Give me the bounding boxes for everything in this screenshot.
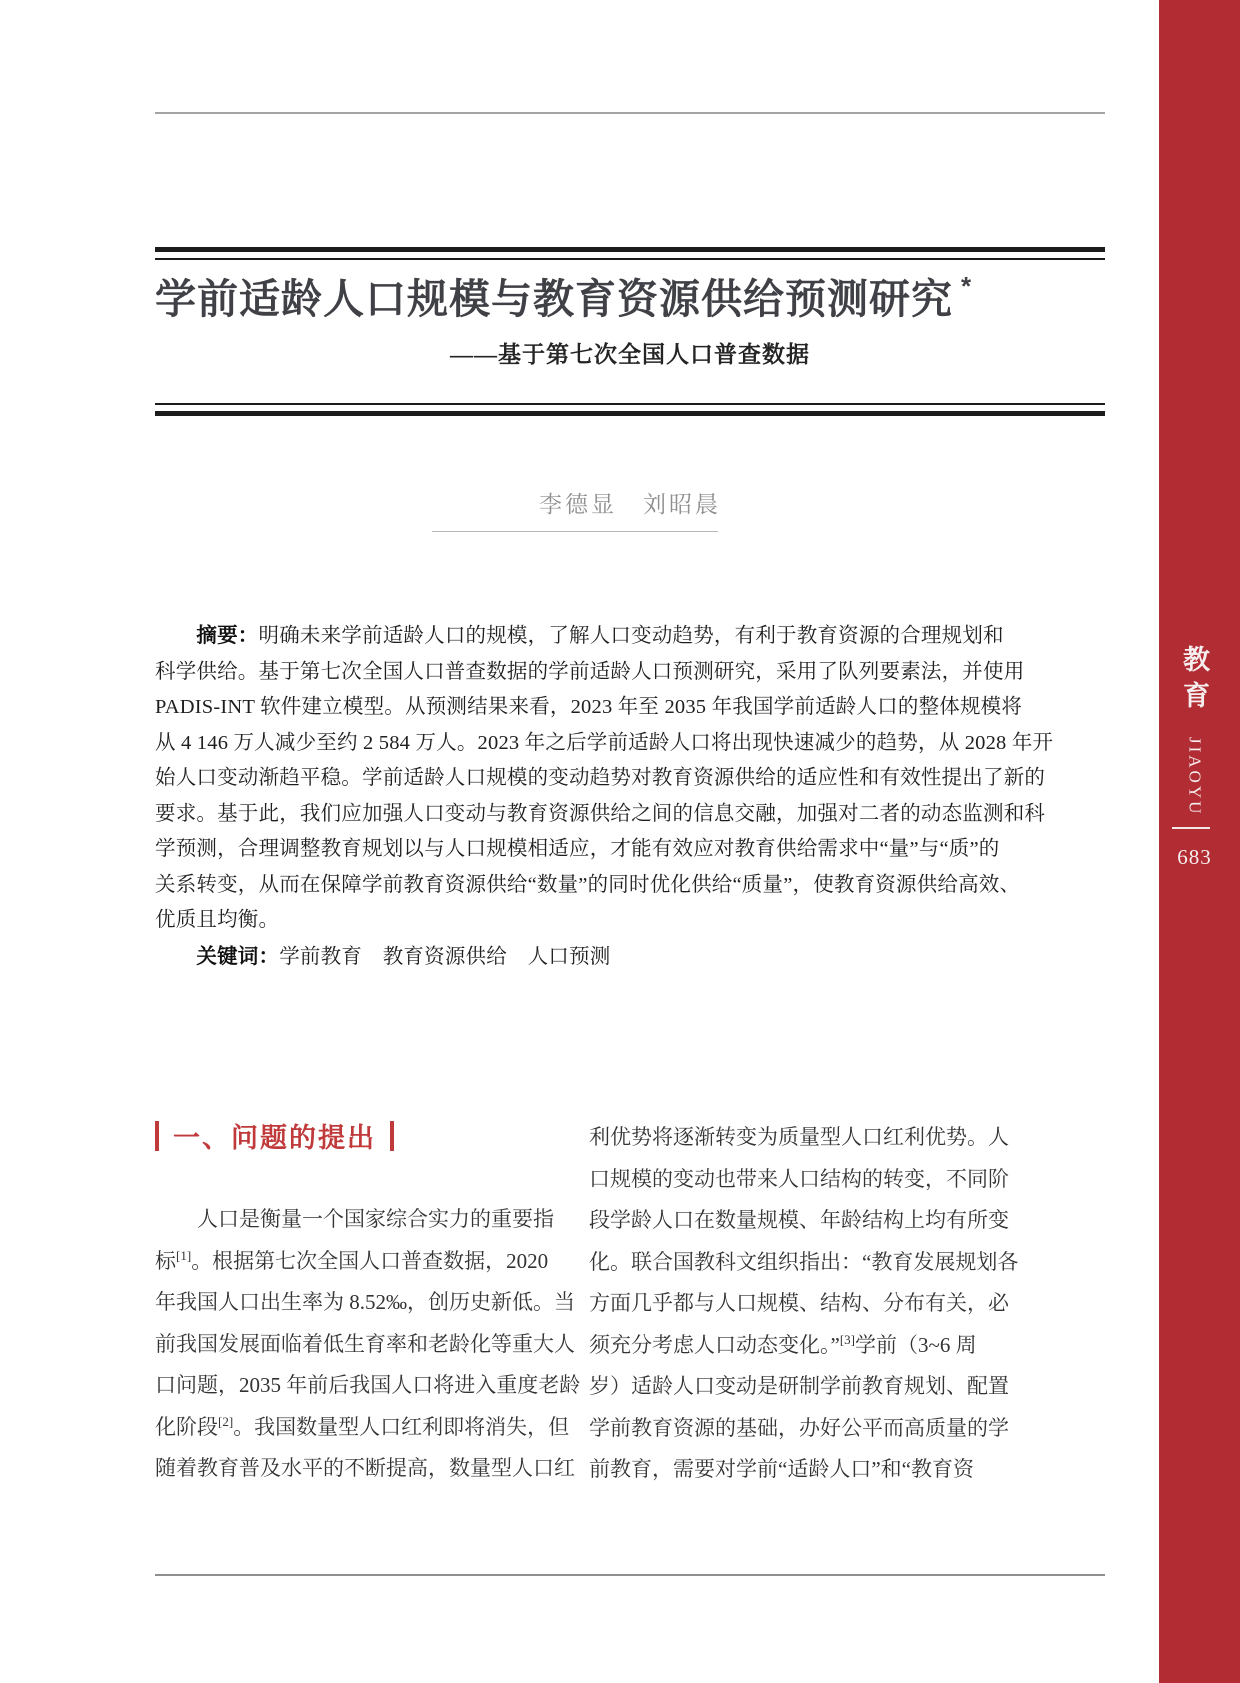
side-strip-divider [1172, 827, 1210, 829]
text-line: 学预测，合理调整教育规划以与人口规模相适应，才能有效应对教育供给需求中“量”与“质”的 [155, 838, 1000, 860]
text-line: 岁）适龄人口变动是研制学前教育规划、配置 [589, 1374, 1009, 1398]
title-rule-thick-top [155, 247, 1105, 252]
text-line: 段学龄人口在数量规模、年龄结构上均有所变 [589, 1208, 1009, 1232]
text-line: 关键词：学前教育 教育资源供给 人口预测 [196, 944, 611, 968]
text-line: 化。联合国教科文组织指出：“教育发展规划各 [589, 1249, 1019, 1274]
journal-name-en: JIAOYU [1185, 737, 1205, 817]
text-line: 关系转变，从而在保障学前教育资源供给“数量”的同时优化供给“质量”，使教育资源供给高效、 [155, 873, 1021, 896]
text-line: 年我国人口出生率为 8.52‰，创历史新低。当 [155, 1290, 575, 1314]
text-line: PADIS-INT 软件建立模型。从预测结果来看，2023 年至 2035 年我国学前适龄人口的整体规模将 [155, 696, 1023, 718]
text-line: 科学供给。基于第七次全国人口普查数据的学前适龄人口预测研究，采用了队列要素法，并使用 [155, 660, 1025, 683]
page-top-rule [155, 112, 1105, 114]
text-line: 利优势将逐渐转变为质量型人口红利优势。人 [589, 1125, 1009, 1149]
title-footnote-marker: * [961, 271, 973, 301]
text-line: 须充分考虑人口动态变化。”[3]学前（3~6 周 [589, 1331, 977, 1357]
abstract-block [155, 618, 1054, 975]
article-title-text: 学前适龄人口规模与教育资源供给预测研究 [155, 276, 953, 322]
title-rule-thin-top [155, 258, 1105, 260]
text-line: 口规模的变动也带来人口结构的转变，不同阶 [589, 1166, 1009, 1191]
author-names: 李德显 刘昭晨 [539, 492, 721, 517]
article-title [155, 266, 1105, 325]
title-rule-thick-bottom [155, 411, 1105, 416]
text-line: 随着教育普及水平的不断提高，数量型人口红 [155, 1456, 575, 1480]
journal-side-strip [1159, 0, 1240, 1683]
section-heading-1 [155, 1116, 394, 1155]
text-line: 优质且均衡。 [155, 909, 280, 931]
journal-name-zh: 教育 [1179, 645, 1209, 717]
text-line: 人口是衡量一个国家综合实力的重要指 [155, 1207, 554, 1231]
text-line: 化阶段[2]。我国数量型人口红利即将消失，但 [155, 1413, 570, 1439]
heading-left-bar-icon [155, 1121, 159, 1151]
text-line: 从 4 146 万人减少至约 2 584 万人。2023 年之后学前适龄人口将出现快速减少的趋势，从 2028 年开 [155, 731, 1054, 754]
heading-right-bar-icon [390, 1121, 394, 1151]
article-subtitle: ——基于第七次全国人口普查数据 [450, 342, 810, 367]
section-heading-text: 一、问题的提出 [173, 1123, 376, 1153]
journal-name-vertical [1154, 645, 1235, 816]
text-line: 前教育，需要对学前“适龄人口”和“教育资 [589, 1457, 974, 1481]
page-bottom-rule [155, 1574, 1105, 1576]
text-line: 学前教育资源的基础，办好公平而高质量的学 [589, 1415, 1009, 1440]
text-line: 摘要：明确未来学前适龄人口的规模，了解人口变动趋势，有利于教育资源的合理规划和 [196, 624, 1004, 647]
text-line: 始人口变动渐趋平稳。学前适龄人口规模的变动趋势对教育资源供给的适应性和有效性提出了新的 [155, 767, 1046, 789]
text-line: 要求。基于此，我们应加强人口变动与教育资源供给之间的信息交融，加强对二者的动态监测和科 [155, 802, 1046, 825]
body-right-column [589, 1117, 1019, 1491]
text-line: 标[1]。根据第七次全国人口普查数据，2020 [155, 1247, 549, 1273]
title-rule-thin-bottom [155, 403, 1105, 405]
authors-underline [432, 531, 718, 532]
text-line: 前我国发展面临着低生育率和老龄化等重大人 [155, 1331, 575, 1356]
text-line: 方面几乎都与人口规模、结构、分布有关，必 [589, 1291, 1009, 1315]
text-line: 口问题，2035 年前后我国人口将进入重度老龄 [155, 1373, 581, 1397]
body-left-column [155, 1199, 581, 1490]
page-number: 683 [1177, 845, 1212, 869]
